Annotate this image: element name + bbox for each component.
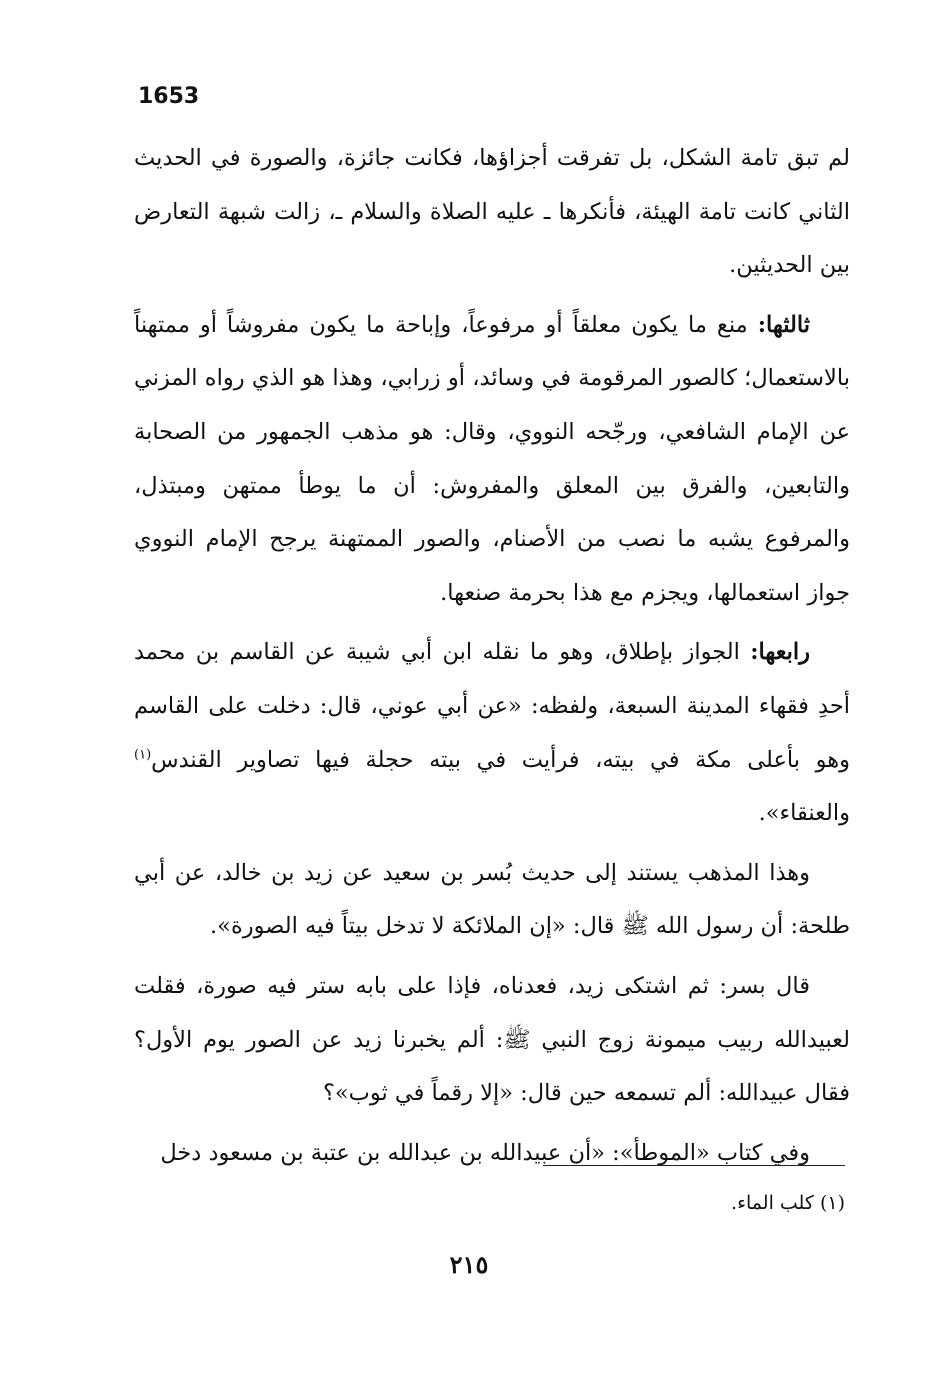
footnote-text: كلب الماء. <box>731 1192 814 1214</box>
paragraph-text: وهذا المذهب يستند إلى حديث بُسر بن سعيد عن زيد بن خالد، عن أبي طلحة: أن رسول الله ﷺ قال: «إن الملائكة لا تدخل بيتاً فيه الصورة». <box>134 859 850 940</box>
footnote-marker: (١) <box>819 1192 845 1214</box>
paragraph-1 <box>134 132 850 293</box>
paragraph-text: الجواز بإطلاق، وهو ما نقله ابن أبي شيبة عن القاسم بن محمد أحدِ فقهاء المدينة السبعة، ولفظه: «عن أبي عوني، قال: دخلت على القاسم وهو بأعلى مكة في بيته، فرأيت في بيته حجلة فيها تصاوير القندس <box>134 639 850 773</box>
paragraph-text: وفي كتاب «الموطأ»: «أن عبيدالله بن عبدالله بن عتبة بن مسعود دخل <box>160 1139 810 1166</box>
paragraph-lead: رابعها: <box>750 639 810 666</box>
paragraph-5 <box>134 960 850 1121</box>
footnote-divider <box>543 1165 845 1166</box>
footnote <box>500 1188 845 1218</box>
page-number-bottom: ٢١٥ <box>449 1250 489 1279</box>
paragraph-2 <box>134 299 850 621</box>
paragraph-4 <box>134 847 850 954</box>
paragraph-text: قال بسر: ثم اشتكى زيد، فعدناه، فإذا على بابه ستر فيه صورة، فقلت لعبيدالله ربيب ميمونة زوج النبي ﷺ: ألم يخبرنا زيد عن الصور يوم الأول؟ فقال عبيدالله: ألم تسمعه حين قال: «إلا رقماً في ثوب»؟ <box>134 972 850 1107</box>
page-number-top: 1653 <box>138 84 200 109</box>
paragraph-lead: ثالثها: <box>757 311 810 338</box>
paragraph-6 <box>134 1127 850 1181</box>
paragraph-3 <box>134 626 850 840</box>
paragraph-text-tail: والعنقاء». <box>758 800 850 827</box>
body-text <box>134 132 850 1186</box>
paragraph-text: لم تبق تامة الشكل، بل تفرقت أجزاؤها، فكانت جائزة، والصورة في الحديث الثاني كانت تامة الهيئة، فأنكرها ـ عليه الصلاة والسلام ـ، زالت شبهة التعارض بين الحديثين. <box>134 145 850 279</box>
footnote-reference[interactable]: (١) <box>134 747 152 763</box>
paragraph-text: منع ما يكون معلقاً أو مرفوعاً، وإباحة ما يكون مفروشاً أو ممتهناً بالاستعمال؛ كالصور المرقومة في وسائد، أو زرابي، وهذا هو الذي رواه المزني عن الإمام الشافعي، ورجّحه النووي، وقال: هو مذهب الجمهور من الصحابة والتابعين، والفرق بين المعلق والمفروش: أن ما يوطأ ممتهن ومبتذل، والمرفوع يشبه ما نصب من الأصنام، والصور الممتهنة يرجح الإمام النووي جواز استعمالها، ويجزم مع هذا بحرمة صنعها. <box>134 311 850 606</box>
